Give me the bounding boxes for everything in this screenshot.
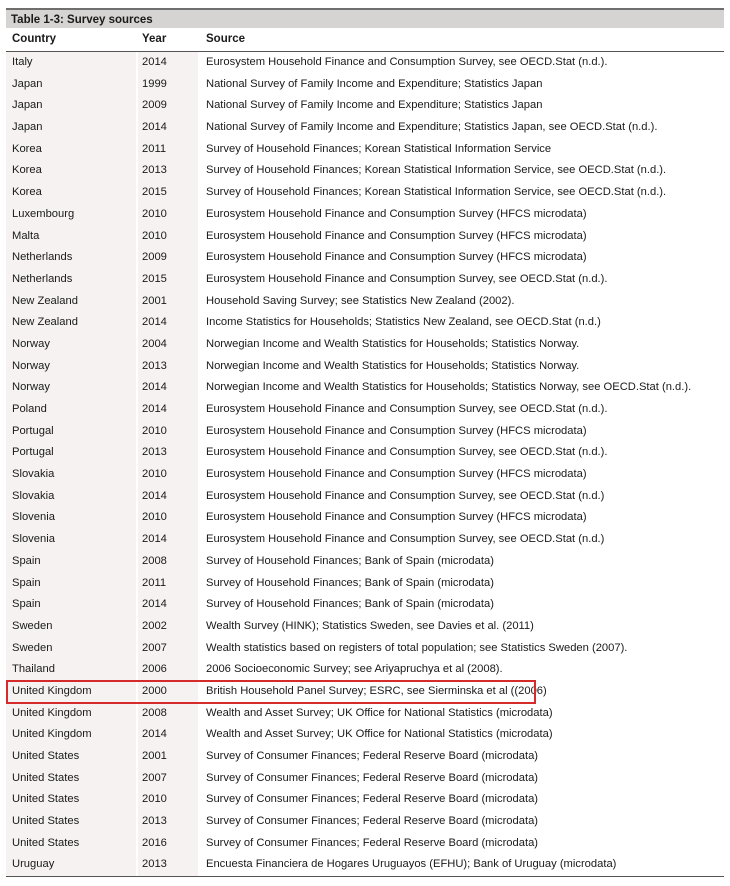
survey-sources-table xyxy=(6,8,724,877)
cell-country: New Zealand xyxy=(6,312,138,334)
cell-source: Eurosystem Household Finance and Consumption Survey (HFCS microdata) xyxy=(200,464,724,486)
cell-source: Norwegian Income and Wealth Statistics for Households; Statistics Norway, see OECD.Stat (n.d.). xyxy=(200,377,724,399)
table-header-row xyxy=(6,28,724,52)
cell-year: 2015 xyxy=(138,182,200,204)
table-bottom-rule xyxy=(6,876,724,877)
cell-source: Survey of Household Finances; Korean Statistical Information Service, see OECD.Stat (n.d.). xyxy=(200,160,724,182)
cell-source: Eurosystem Household Finance and Consumption Survey, see OECD.Stat (n.d.). xyxy=(200,399,724,421)
cell-country: Sweden xyxy=(6,616,138,638)
cell-source: Survey of Household Finances; Korean Statistical Information Service xyxy=(200,139,724,161)
cell-country: New Zealand xyxy=(6,291,138,313)
table-row xyxy=(6,833,724,855)
cell-source: Wealth and Asset Survey; UK Office for National Statistics (microdata) xyxy=(200,724,724,746)
cell-year: 2002 xyxy=(138,616,200,638)
cell-source: Eurosystem Household Finance and Consumption Survey, see OECD.Stat (n.d.) xyxy=(200,486,724,508)
table-row xyxy=(6,486,724,508)
table-row xyxy=(6,117,724,139)
cell-year: 2014 xyxy=(138,117,200,139)
cell-source: Eurosystem Household Finance and Consumption Survey (HFCS microdata) xyxy=(200,247,724,269)
cell-source: Survey of Household Finances; Korean Statistical Information Service, see OECD.Stat (n.d.). xyxy=(200,182,724,204)
cell-year: 2000 xyxy=(138,681,200,703)
table-row xyxy=(6,442,724,464)
table-body xyxy=(6,52,724,876)
table-row xyxy=(6,724,724,746)
cell-country: Slovakia xyxy=(6,486,138,508)
table-row xyxy=(6,616,724,638)
table-row xyxy=(6,95,724,117)
cell-country: Korea xyxy=(6,160,138,182)
cell-country: Slovenia xyxy=(6,507,138,529)
cell-source: Survey of Household Finances; Bank of Spain (microdata) xyxy=(200,573,724,595)
cell-source: Wealth Survey (HINK); Statistics Sweden, see Davies et al. (2011) xyxy=(200,616,724,638)
cell-country: Slovenia xyxy=(6,529,138,551)
cell-source: Survey of Consumer Finances; Federal Reserve Board (microdata) xyxy=(200,768,724,790)
table-row xyxy=(6,594,724,616)
cell-source: Survey of Household Finances; Bank of Spain (microdata) xyxy=(200,594,724,616)
cell-year: 2009 xyxy=(138,95,200,117)
table-row xyxy=(6,377,724,399)
table-row xyxy=(6,681,724,703)
cell-source: Household Saving Survey; see Statistics New Zealand (2002). xyxy=(200,291,724,313)
cell-country: United Kingdom xyxy=(6,703,138,725)
cell-country: Netherlands xyxy=(6,269,138,291)
cell-country: United States xyxy=(6,746,138,768)
cell-year: 2016 xyxy=(138,833,200,855)
cell-source: Eurosystem Household Finance and Consumption Survey, see OECD.Stat (n.d.). xyxy=(200,269,724,291)
cell-year: 2013 xyxy=(138,160,200,182)
cell-year: 2014 xyxy=(138,529,200,551)
cell-source: Eurosystem Household Finance and Consumption Survey, see OECD.Stat (n.d.). xyxy=(200,442,724,464)
cell-country: Luxembourg xyxy=(6,204,138,226)
cell-year: 2011 xyxy=(138,139,200,161)
cell-source: National Survey of Family Income and Expenditure; Statistics Japan, see OECD.Stat (n.d.). xyxy=(200,117,724,139)
cell-year: 2014 xyxy=(138,486,200,508)
cell-source: Norwegian Income and Wealth Statistics for Households; Statistics Norway. xyxy=(200,334,724,356)
cell-source: Eurosystem Household Finance and Consumption Survey, see OECD.Stat (n.d.) xyxy=(200,529,724,551)
table-row xyxy=(6,204,724,226)
cell-year: 2014 xyxy=(138,724,200,746)
cell-year: 2008 xyxy=(138,551,200,573)
cell-source: Eurosystem Household Finance and Consumption Survey (HFCS microdata) xyxy=(200,421,724,443)
cell-year: 2004 xyxy=(138,334,200,356)
table-row xyxy=(6,659,724,681)
cell-country: Japan xyxy=(6,117,138,139)
cell-country: United Kingdom xyxy=(6,724,138,746)
cell-source: Eurosystem Household Finance and Consumption Survey, see OECD.Stat (n.d.). xyxy=(200,52,724,74)
cell-country: Italy xyxy=(6,52,138,74)
header-year: Year xyxy=(142,33,167,45)
cell-source: Eurosystem Household Finance and Consumption Survey (HFCS microdata) xyxy=(200,507,724,529)
table-row xyxy=(6,768,724,790)
cell-country: Netherlands xyxy=(6,247,138,269)
cell-source: Wealth and Asset Survey; UK Office for National Statistics (microdata) xyxy=(200,703,724,725)
cell-country: Slovakia xyxy=(6,464,138,486)
cell-country: Japan xyxy=(6,95,138,117)
table-row xyxy=(6,464,724,486)
cell-year: 2007 xyxy=(138,638,200,660)
cell-country: Uruguay xyxy=(6,854,138,876)
cell-country: Korea xyxy=(6,139,138,161)
cell-country: Spain xyxy=(6,573,138,595)
cell-year: 2013 xyxy=(138,854,200,876)
cell-source: Encuesta Financiera de Hogares Uruguayos (EFHU); Bank of Uruguay (microdata) xyxy=(200,854,724,876)
cell-country: Spain xyxy=(6,594,138,616)
cell-country: Japan xyxy=(6,74,138,96)
cell-source: Eurosystem Household Finance and Consumption Survey (HFCS microdata) xyxy=(200,204,724,226)
cell-year: 2010 xyxy=(138,507,200,529)
table-row xyxy=(6,291,724,313)
table-row xyxy=(6,789,724,811)
table-row xyxy=(6,182,724,204)
cell-country: Norway xyxy=(6,356,138,378)
table-row xyxy=(6,703,724,725)
cell-country: Korea xyxy=(6,182,138,204)
cell-country: Norway xyxy=(6,377,138,399)
cell-source: Survey of Consumer Finances; Federal Reserve Board (microdata) xyxy=(200,746,724,768)
cell-source: Norwegian Income and Wealth Statistics for Households; Statistics Norway. xyxy=(200,356,724,378)
table-row xyxy=(6,746,724,768)
cell-country: Thailand xyxy=(6,659,138,681)
cell-source: British Household Panel Survey; ESRC, see Sierminska et al ((2006) xyxy=(200,681,724,703)
cell-source: 2006 Socioeconomic Survey; see Ariyapruchya et al (2008). xyxy=(200,659,724,681)
cell-source: Survey of Consumer Finances; Federal Reserve Board (microdata) xyxy=(200,811,724,833)
cell-year: 2014 xyxy=(138,399,200,421)
cell-year: 2013 xyxy=(138,811,200,833)
cell-year: 2010 xyxy=(138,464,200,486)
table-row xyxy=(6,399,724,421)
cell-source: National Survey of Family Income and Expenditure; Statistics Japan xyxy=(200,74,724,96)
table-row xyxy=(6,421,724,443)
cell-country: United States xyxy=(6,811,138,833)
table-row xyxy=(6,811,724,833)
cell-country: Portugal xyxy=(6,421,138,443)
cell-source: Wealth statistics based on registers of total population; see Statistics Sweden (2007). xyxy=(200,638,724,660)
cell-year: 2013 xyxy=(138,356,200,378)
cell-year: 2010 xyxy=(138,226,200,248)
cell-country: Poland xyxy=(6,399,138,421)
cell-year: 2010 xyxy=(138,421,200,443)
cell-year: 2013 xyxy=(138,442,200,464)
table-title: Table 1-3: Survey sources xyxy=(6,8,724,28)
cell-year: 2006 xyxy=(138,659,200,681)
cell-country: Sweden xyxy=(6,638,138,660)
table-row xyxy=(6,139,724,161)
cell-country: United States xyxy=(6,789,138,811)
cell-country: Portugal xyxy=(6,442,138,464)
cell-year: 1999 xyxy=(138,74,200,96)
table-row xyxy=(6,226,724,248)
cell-year: 2014 xyxy=(138,594,200,616)
table-row xyxy=(6,529,724,551)
table-row xyxy=(6,312,724,334)
cell-source: Survey of Household Finances; Bank of Spain (microdata) xyxy=(200,551,724,573)
cell-year: 2010 xyxy=(138,204,200,226)
cell-year: 2009 xyxy=(138,247,200,269)
table-row xyxy=(6,74,724,96)
table-row xyxy=(6,334,724,356)
cell-year: 2008 xyxy=(138,703,200,725)
cell-country: United Kingdom xyxy=(6,681,138,703)
cell-source: Income Statistics for Households; Statistics New Zealand, see OECD.Stat (n.d.) xyxy=(200,312,724,334)
cell-year: 2011 xyxy=(138,573,200,595)
table-row xyxy=(6,551,724,573)
cell-country: Malta xyxy=(6,226,138,248)
cell-country: United States xyxy=(6,768,138,790)
table-row xyxy=(6,160,724,182)
cell-source: Survey of Consumer Finances; Federal Reserve Board (microdata) xyxy=(200,833,724,855)
table-row xyxy=(6,507,724,529)
header-source: Source xyxy=(206,33,245,45)
cell-year: 2014 xyxy=(138,377,200,399)
cell-source: Survey of Consumer Finances; Federal Reserve Board (microdata) xyxy=(200,789,724,811)
cell-country: Norway xyxy=(6,334,138,356)
cell-year: 2010 xyxy=(138,789,200,811)
table-row xyxy=(6,52,724,74)
table-row xyxy=(6,573,724,595)
table-row xyxy=(6,269,724,291)
cell-country: United States xyxy=(6,833,138,855)
cell-source: Eurosystem Household Finance and Consumption Survey (HFCS microdata) xyxy=(200,226,724,248)
cell-source: National Survey of Family Income and Expenditure; Statistics Japan xyxy=(200,95,724,117)
table-row xyxy=(6,356,724,378)
table-row xyxy=(6,638,724,660)
cell-year: 2007 xyxy=(138,768,200,790)
table-row xyxy=(6,247,724,269)
cell-year: 2001 xyxy=(138,746,200,768)
table-row xyxy=(6,854,724,876)
cell-country: Spain xyxy=(6,551,138,573)
cell-year: 2001 xyxy=(138,291,200,313)
cell-year: 2014 xyxy=(138,52,200,74)
header-country: Country xyxy=(12,33,57,45)
cell-year: 2014 xyxy=(138,312,200,334)
cell-year: 2015 xyxy=(138,269,200,291)
